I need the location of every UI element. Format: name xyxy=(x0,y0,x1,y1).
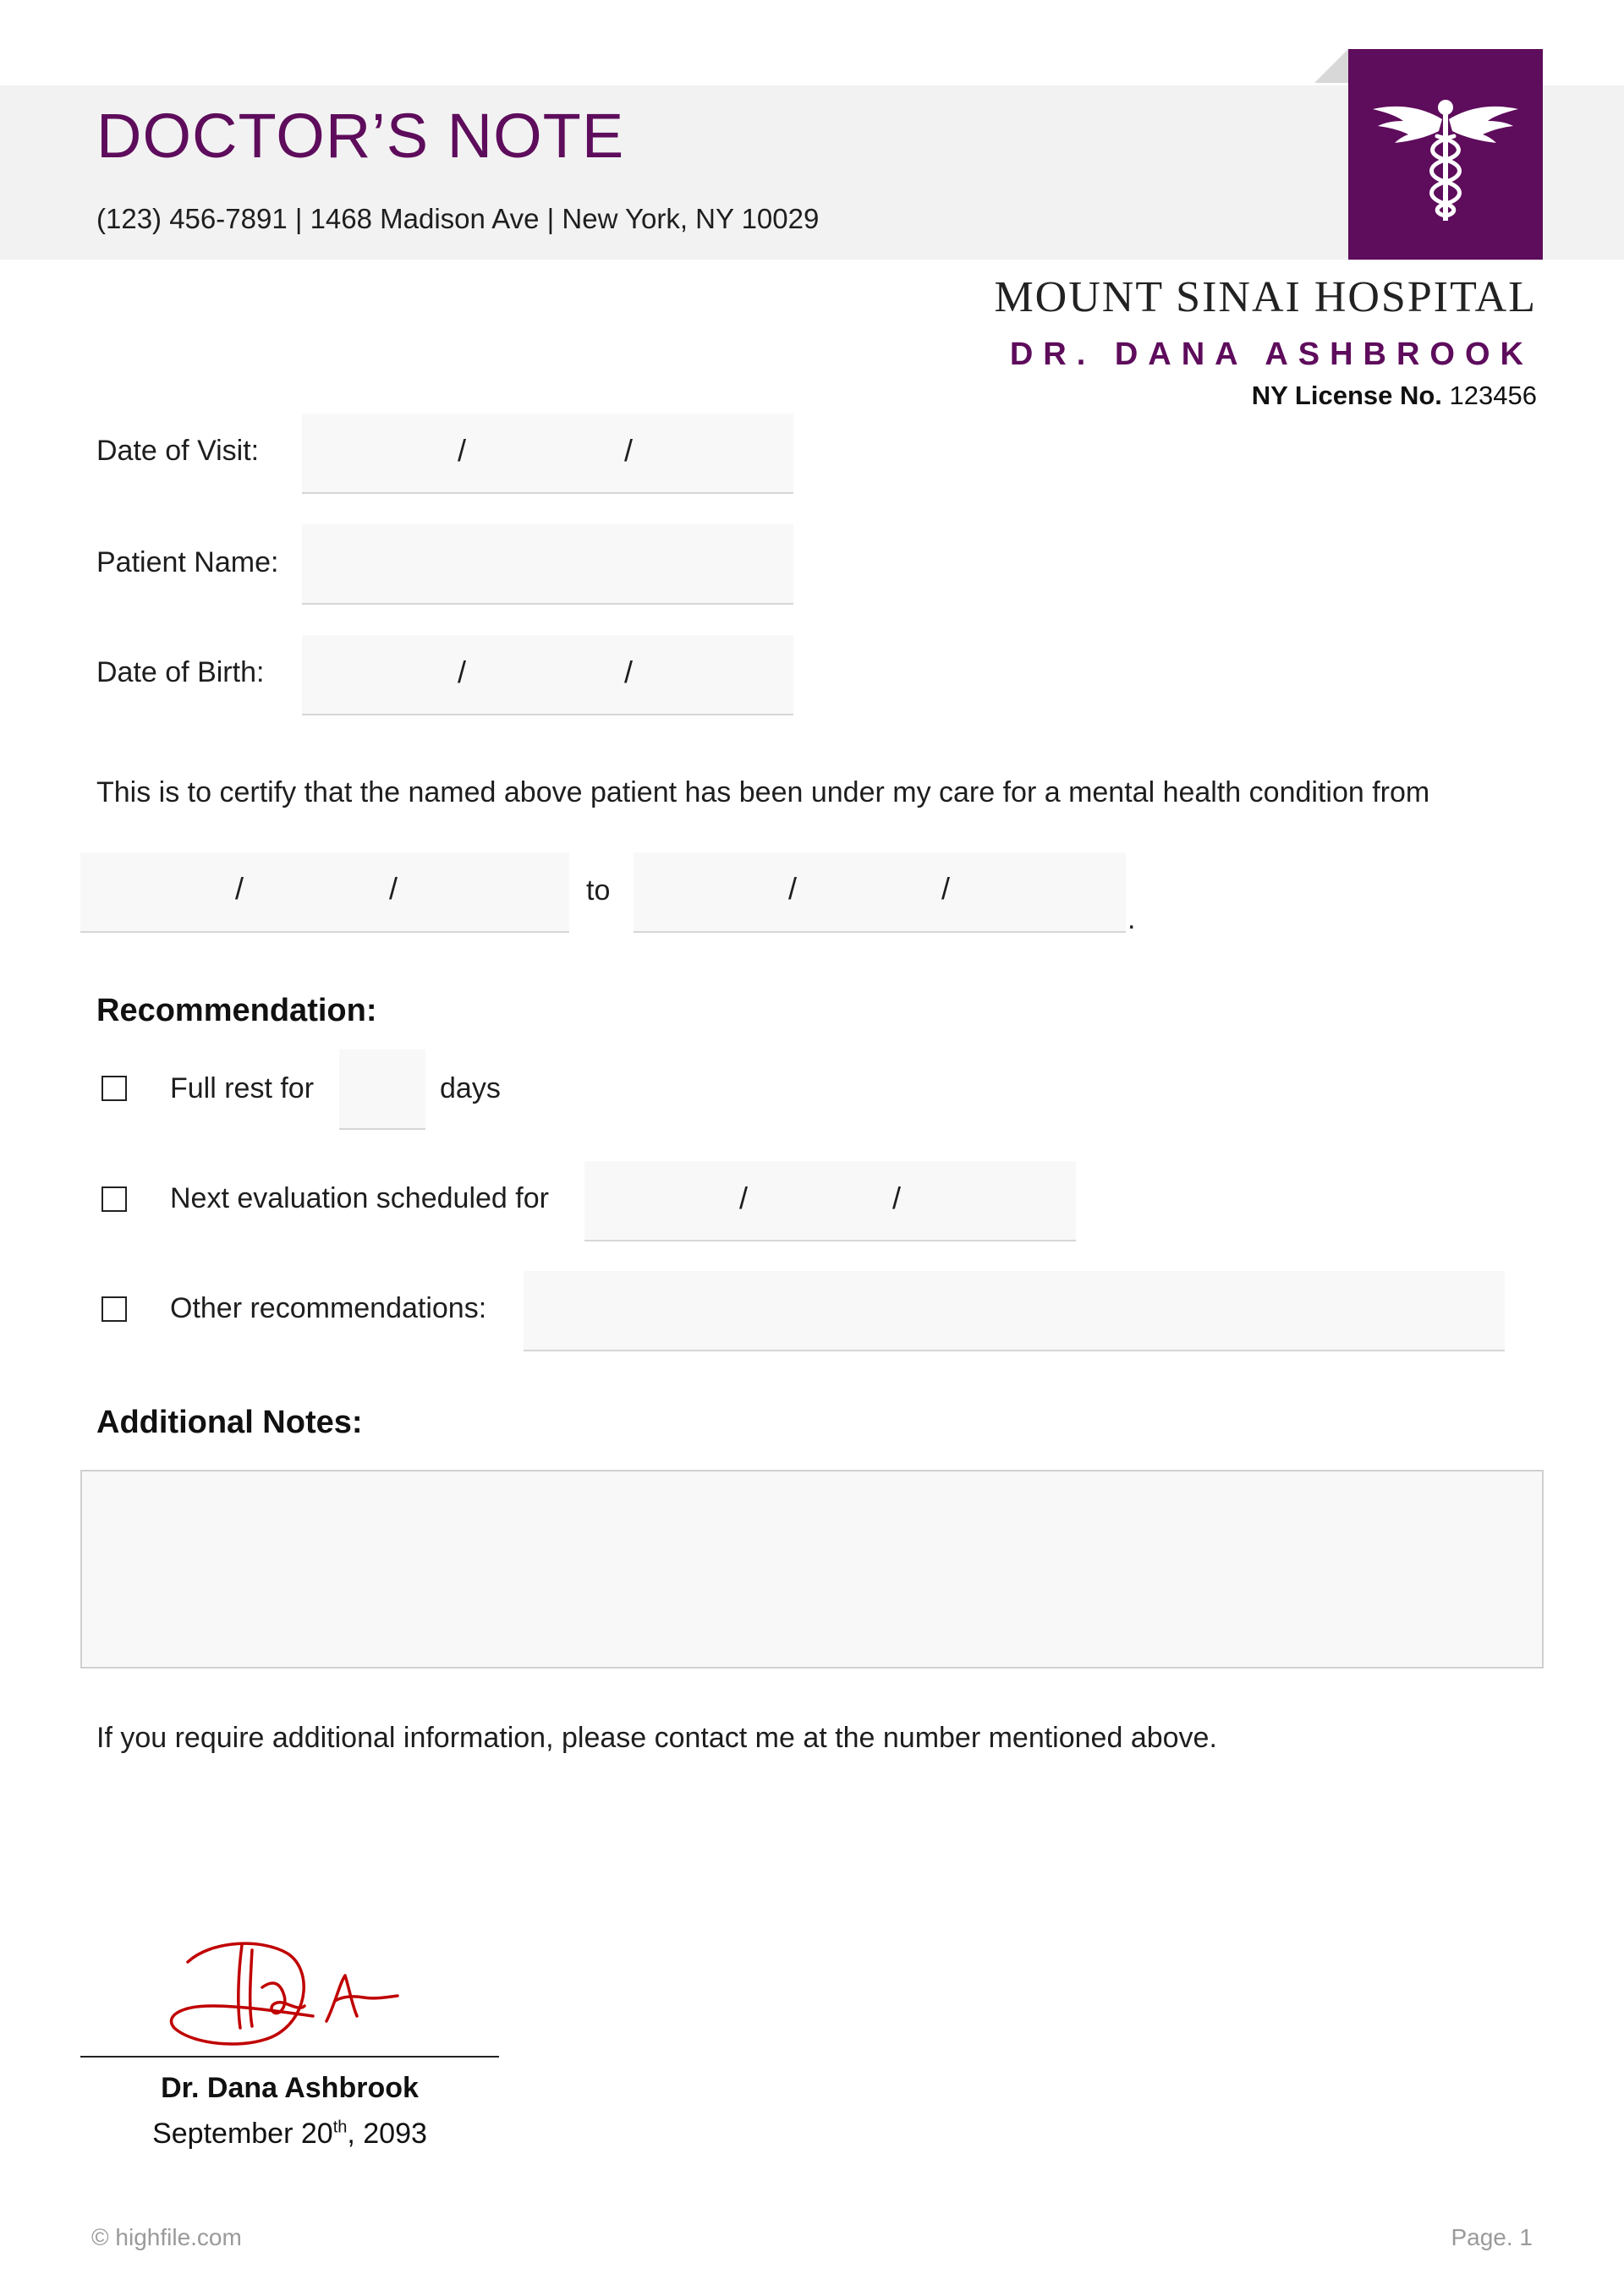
next-eval-slash-1: / xyxy=(739,1181,749,1215)
signature-name: Dr. Dana Ashbrook xyxy=(161,2072,419,2104)
signature-date-suffix: , 2093 xyxy=(347,2118,427,2150)
signature-date-prefix: September 20 xyxy=(152,2118,333,2150)
other-recommendations-field[interactable] xyxy=(524,1271,1505,1351)
full-rest-label: Full rest for xyxy=(170,1072,315,1104)
next-evaluation-checkbox[interactable] xyxy=(102,1186,127,1212)
visit-date-field[interactable] xyxy=(302,414,793,494)
patient-name-field[interactable] xyxy=(302,524,793,605)
birth-date-slash-2: / xyxy=(624,655,634,689)
visit-date-slash-2: / xyxy=(624,433,634,468)
sentence-period: . xyxy=(1127,903,1136,935)
next-eval-slash-2: / xyxy=(892,1181,902,1215)
license-number: 123456 xyxy=(1449,381,1537,410)
birth-date-label: Date of Birth: xyxy=(96,656,265,688)
footer-copyright: © highfile.com xyxy=(91,2224,242,2250)
additional-notes-heading: Additional Notes: xyxy=(96,1405,363,1440)
patient-name-label: Patient Name: xyxy=(96,546,279,578)
closing-text: If you require additional information, please contact me at the number mentioned above. xyxy=(96,1722,1217,1754)
header-fold xyxy=(1314,49,1348,83)
doctor-name: DR. DANA ASHBROOK xyxy=(1009,337,1533,372)
certify-text: This is to certify that the named above patient has been under my care for a mental health condition from xyxy=(96,776,1430,808)
other-recommendations-checkbox[interactable] xyxy=(102,1296,127,1322)
hospital-logo xyxy=(1348,49,1543,260)
visit-date-slash-1: / xyxy=(458,433,467,468)
license-info xyxy=(1252,381,1537,411)
visit-date-label: Date of Visit: xyxy=(96,435,260,467)
full-rest-checkbox[interactable] xyxy=(102,1076,127,1101)
contact-info: (123) 456-7891 | 1468 Madison Ave | New York, NY 10029 xyxy=(96,203,820,234)
birth-date-slash-1: / xyxy=(458,655,467,689)
days-label: days xyxy=(440,1072,501,1104)
signature-date-ordinal: th xyxy=(332,2118,348,2137)
signature-line xyxy=(80,2056,499,2058)
care-end-slash-2: / xyxy=(941,871,951,906)
care-end-date-field[interactable] xyxy=(634,852,1126,933)
recommendation-heading: Recommendation: xyxy=(96,993,377,1028)
footer-page-number: Page. 1 xyxy=(1451,2224,1533,2250)
next-evaluation-label: Next evaluation scheduled for xyxy=(170,1182,549,1214)
date-range-to: to xyxy=(586,874,611,907)
next-evaluation-date-field[interactable] xyxy=(584,1161,1076,1241)
care-start-slash-2: / xyxy=(389,871,398,906)
birth-date-field[interactable] xyxy=(302,635,793,715)
additional-notes-field[interactable] xyxy=(80,1470,1544,1669)
rest-days-field[interactable] xyxy=(339,1049,425,1130)
signature-date xyxy=(80,2118,499,2151)
caduceus-icon xyxy=(1369,87,1522,222)
page-title: DOCTOR’S NOTE xyxy=(96,101,625,171)
other-recommendations-label: Other recommendations: xyxy=(170,1292,487,1324)
license-label: NY License No. xyxy=(1251,381,1442,410)
signature-image xyxy=(161,1928,406,2055)
care-start-date-field[interactable] xyxy=(80,852,569,933)
hospital-name: MOUNT SINAI HOSPITAL xyxy=(994,273,1537,321)
care-end-slash-1: / xyxy=(788,871,798,906)
care-start-slash-1: / xyxy=(235,871,244,906)
